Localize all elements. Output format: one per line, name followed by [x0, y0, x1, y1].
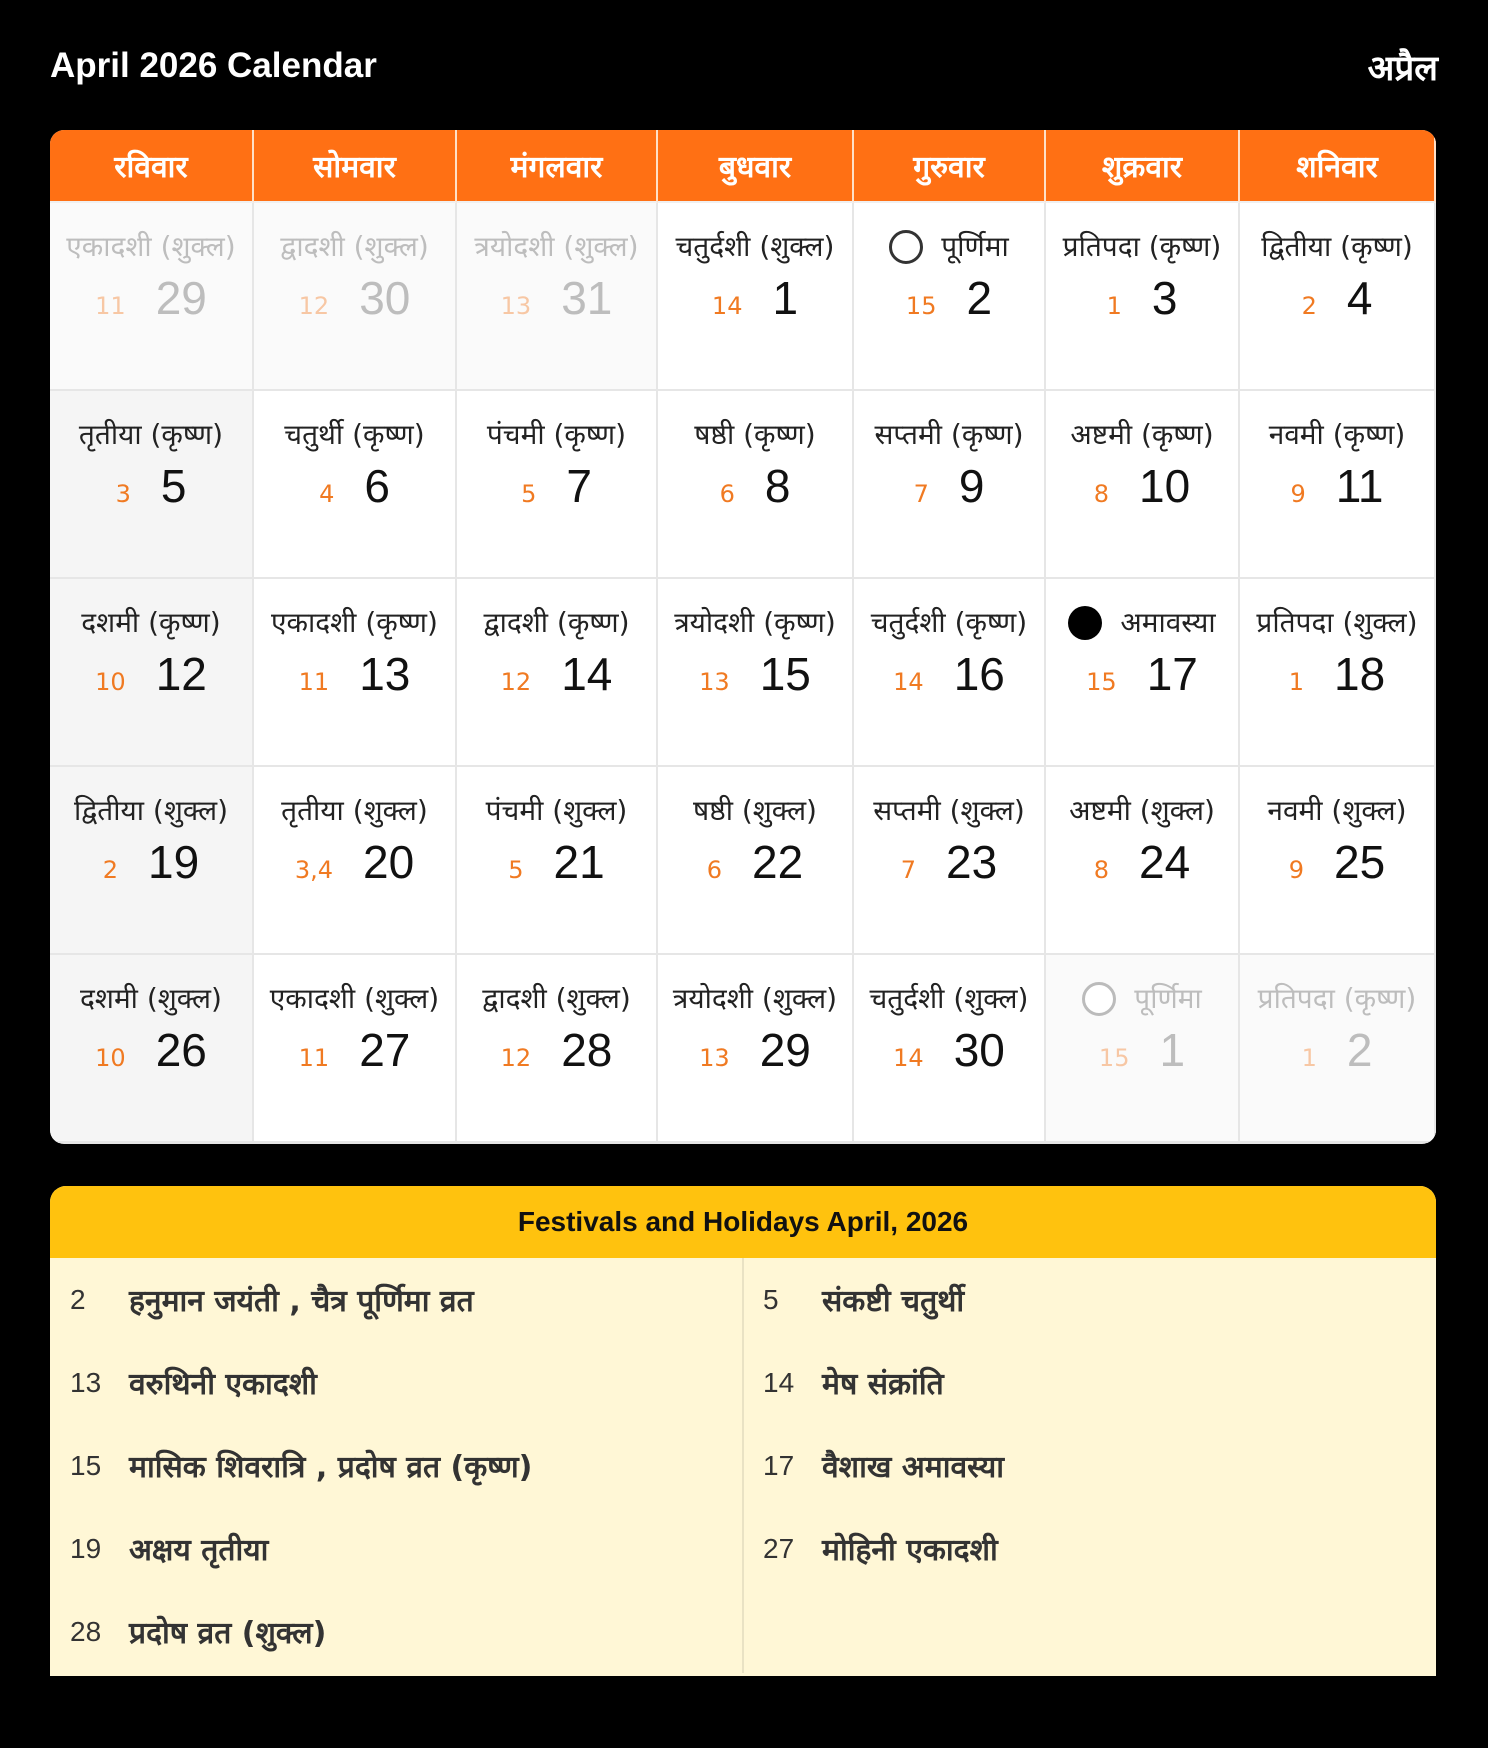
page-title: April 2026 Calendar	[50, 46, 377, 85]
date-number: 28	[561, 1024, 613, 1076]
date-number: 22	[752, 836, 804, 888]
day-cell[interactable]	[50, 579, 254, 767]
tithi-number: 13	[699, 668, 730, 696]
date-number: 30	[359, 272, 411, 324]
tithi-text: प्रतिपदा (कृष्ण)	[1062, 230, 1222, 263]
tithi-number: 15	[905, 292, 937, 320]
date-number: 25	[1334, 836, 1386, 888]
tithi-text: सप्तमी (कृष्ण)	[874, 418, 1024, 451]
day-cell[interactable]	[457, 203, 658, 391]
day-cell[interactable]	[658, 955, 854, 1143]
festival-day: 19	[70, 1532, 102, 1564]
weekday-header: शनिवार	[1240, 130, 1436, 203]
tithi-text: त्रयोदशी (शुक्ल)	[672, 982, 838, 1015]
day-cell[interactable]	[658, 203, 854, 391]
tithi-number: 14	[711, 292, 743, 320]
tithi-number: 2	[1301, 292, 1317, 320]
festival-day: 28	[70, 1615, 102, 1647]
festival-item[interactable]	[50, 1590, 743, 1673]
day-cell[interactable]	[457, 391, 658, 579]
tithi-number: 6	[706, 856, 723, 884]
tithi-label	[271, 601, 438, 645]
day-cell[interactable]	[50, 391, 254, 579]
full-moon-icon	[1082, 982, 1116, 1016]
date-number: 2	[966, 272, 993, 324]
tithi-text: दशमी (शुक्ल)	[80, 982, 222, 1015]
festival-day: 17	[763, 1449, 795, 1481]
tithi-number: 7	[900, 856, 917, 884]
tithi-number: 3,4	[294, 856, 333, 884]
tithi-text: अष्टमी (कृष्ण)	[1070, 418, 1214, 451]
date-number: 19	[148, 836, 200, 888]
day-cell[interactable]	[854, 955, 1046, 1143]
date-number: 15	[759, 648, 811, 700]
date-number: 24	[1139, 836, 1191, 888]
new-moon-icon	[1068, 606, 1102, 640]
festival-item[interactable]	[50, 1424, 743, 1507]
tithi-number: 10	[95, 1044, 126, 1072]
tithi-label	[1267, 789, 1406, 833]
date-number: 5	[160, 460, 187, 512]
date-number: 11	[1335, 460, 1384, 512]
day-cell[interactable]	[854, 203, 1046, 391]
tithi-label	[1070, 413, 1213, 457]
festival-item[interactable]	[743, 1424, 1436, 1507]
day-cell[interactable]	[254, 391, 457, 579]
tithi-number: 2	[102, 856, 119, 884]
tithi-label	[80, 977, 222, 1021]
date-number: 30	[953, 1024, 1005, 1076]
date-number: 6	[364, 460, 390, 512]
tithi-label	[1069, 789, 1215, 833]
weekday-header: बुधवार	[658, 130, 854, 203]
festival-item[interactable]	[50, 1507, 743, 1590]
tithi-text: प्रतिपदा (कृष्ण)	[1257, 982, 1417, 1015]
tithi-number: 3	[115, 480, 131, 508]
tithi-label	[694, 413, 815, 457]
date-number: 12	[155, 648, 207, 700]
tithi-label	[270, 977, 439, 1021]
day-cell[interactable]	[658, 767, 854, 955]
day-cell[interactable]	[1046, 955, 1240, 1143]
date-number: 10	[1139, 460, 1191, 512]
tithi-label	[66, 225, 235, 269]
tithi-text: द्वितीया (शुक्ल)	[73, 794, 229, 827]
festival-name: मेष संक्रांति	[822, 1367, 944, 1402]
tithi-text: चतुर्दशी (शुक्ल)	[675, 230, 835, 263]
tithi-number: 14	[893, 1044, 924, 1072]
date-number: 26	[155, 1024, 207, 1076]
tithi-number: 10	[95, 668, 126, 696]
festival-name: हनुमान जयंती , चैत्र पूर्णिमा व्रत	[129, 1284, 474, 1319]
tithi-label	[674, 601, 836, 645]
tithi-label	[474, 225, 638, 269]
day-cell[interactable]	[50, 767, 254, 955]
day-cell[interactable]	[254, 203, 457, 391]
day-cell[interactable]	[1240, 767, 1436, 955]
festival-item[interactable]	[743, 1258, 1436, 1341]
day-cell[interactable]	[254, 579, 457, 767]
day-cell[interactable]	[254, 767, 457, 955]
tithi-label	[1256, 601, 1417, 645]
tithi-label	[889, 225, 1008, 269]
tithi-label	[486, 789, 628, 833]
weekday-header: रविवार	[50, 130, 254, 203]
tithi-number: 1	[1301, 1044, 1317, 1072]
date-number: 2	[1346, 1024, 1373, 1076]
month-calendar-grid	[50, 130, 1436, 1144]
date-number: 7	[566, 460, 592, 512]
date-number: 21	[553, 836, 605, 888]
date-number: 1	[772, 272, 799, 324]
tithi-text: तृतीया (कृष्ण)	[78, 418, 224, 451]
tithi-text: द्वादशी (कृष्ण)	[483, 606, 630, 639]
day-cell[interactable]	[1240, 203, 1436, 391]
date-number: 4	[1346, 272, 1373, 324]
tithi-number: 12	[298, 292, 330, 320]
tithi-text: नवमी (कृष्ण)	[1268, 418, 1406, 451]
day-cell[interactable]	[1240, 391, 1436, 579]
tithi-label	[1261, 225, 1413, 269]
festivals-header: Festivals and Holidays April, 2026	[50, 1186, 1436, 1258]
day-cell[interactable]	[254, 955, 457, 1143]
tithi-number: 4	[319, 480, 335, 508]
festival-name: प्रदोष व्रत (शुक्ल)	[129, 1616, 327, 1651]
tithi-number: 13	[500, 292, 532, 320]
tithi-label	[1063, 225, 1222, 269]
tithi-text: एकादशी (शुक्ल)	[269, 982, 440, 1015]
tithi-label	[1269, 413, 1406, 457]
date-number: 8	[764, 460, 791, 512]
tithi-label	[873, 789, 1025, 833]
festival-day: 2	[70, 1283, 86, 1315]
tithi-number: 15	[1098, 1044, 1130, 1072]
tithi-text: एकादशी (शुक्ल)	[66, 230, 236, 263]
tithi-label	[676, 225, 835, 269]
tithi-text: चतुर्थी (कृष्ण)	[284, 418, 425, 451]
tithi-label	[284, 413, 424, 457]
day-cell[interactable]	[1046, 203, 1240, 391]
tithi-number: 11	[298, 1044, 330, 1072]
day-cell[interactable]	[854, 579, 1046, 767]
tithi-label	[1068, 601, 1215, 645]
tithi-number: 13	[699, 1044, 730, 1072]
tithi-text: एकादशी (कृष्ण)	[271, 606, 438, 639]
tithi-text: प्रतिपदा (शुक्ल)	[1256, 606, 1418, 639]
day-cell[interactable]	[854, 391, 1046, 579]
tithi-text: पंचमी (कृष्ण)	[486, 418, 627, 451]
festival-name: संकष्टी चतुर्थी	[822, 1284, 965, 1319]
full-moon-icon	[889, 230, 923, 264]
day-cell[interactable]	[457, 767, 658, 955]
festivals-panel	[50, 1186, 1436, 1676]
date-number: 3	[1151, 272, 1178, 324]
date-number: 29	[759, 1024, 811, 1076]
hindi-month-name: अप्रैल	[1367, 49, 1438, 89]
tithi-number: 1	[1106, 292, 1122, 320]
festival-day: 27	[763, 1532, 795, 1564]
tithi-text: चतुर्दशी (कृष्ण)	[870, 606, 1028, 639]
tithi-text: द्वादशी (शुक्ल)	[482, 982, 631, 1015]
festival-day: 13	[70, 1366, 102, 1398]
tithi-number: 15	[1086, 668, 1117, 696]
tithi-number: 9	[1288, 856, 1305, 884]
tithi-label	[1082, 977, 1201, 1021]
tithi-text: षष्ठी (शुक्ल)	[693, 794, 817, 827]
tithi-label	[673, 977, 837, 1021]
tithi-text: त्रयोदशी (शुक्ल)	[474, 230, 639, 263]
date-number: 20	[363, 836, 415, 888]
tithi-label	[281, 789, 428, 833]
day-cell[interactable]	[1046, 767, 1240, 955]
tithi-text: पंचमी (शुक्ल)	[485, 794, 628, 827]
tithi-number: 12	[500, 1044, 532, 1072]
date-number: 31	[561, 272, 613, 324]
tithi-number: 9	[1290, 480, 1306, 508]
tithi-number: 7	[913, 480, 929, 508]
tithi-number: 8	[1093, 480, 1110, 508]
tithi-number: 5	[508, 856, 524, 884]
weekday-header: शुक्रवार	[1046, 130, 1240, 203]
date-number: 16	[953, 648, 1005, 700]
tithi-text: त्रयोदशी (कृष्ण)	[674, 606, 836, 639]
date-number: 27	[359, 1024, 411, 1076]
tithi-text: द्वितीया (कृष्ण)	[1261, 230, 1413, 263]
tithi-label	[79, 413, 223, 457]
date-number: 1	[1159, 1024, 1186, 1076]
tithi-label	[74, 789, 228, 833]
tithi-label	[870, 977, 1029, 1021]
festival-name: मासिक शिवरात्रि , प्रदोष व्रत (कृष्ण)	[129, 1450, 533, 1485]
day-cell[interactable]	[854, 767, 1046, 955]
date-number: 29	[155, 272, 207, 324]
weekday-header: सोमवार	[254, 130, 457, 203]
day-cell[interactable]	[1240, 579, 1436, 767]
tithi-number: 11	[95, 292, 126, 320]
day-cell[interactable]	[1046, 391, 1240, 579]
festivals-list	[50, 1258, 1436, 1673]
date-number: 18	[1334, 648, 1386, 700]
tithi-text: द्वादशी (शुक्ल)	[280, 230, 429, 263]
tithi-label	[81, 601, 220, 645]
festival-day: 15	[70, 1449, 102, 1481]
festival-day: 14	[763, 1366, 795, 1398]
day-cell[interactable]	[1046, 579, 1240, 767]
tithi-text: अमावस्या	[1120, 606, 1216, 639]
date-number: 13	[359, 648, 411, 700]
tithi-label	[280, 225, 429, 269]
day-cell[interactable]	[658, 391, 854, 579]
tithi-text: नवमी (शुक्ल)	[1267, 794, 1407, 827]
tithi-label	[693, 789, 817, 833]
day-cell[interactable]	[457, 955, 658, 1143]
tithi-text: पूर्णिमा	[941, 230, 1009, 263]
date-number: 17	[1146, 648, 1198, 700]
tithi-number: 1	[1288, 668, 1305, 696]
tithi-text: तृतीया (शुक्ल)	[281, 794, 428, 827]
weekday-header: गुरुवार	[854, 130, 1046, 203]
day-cell[interactable]	[50, 955, 254, 1143]
tithi-text: चतुर्दशी (शुक्ल)	[869, 982, 1029, 1015]
tithi-label	[871, 601, 1027, 645]
date-number: 23	[946, 836, 998, 888]
tithi-text: सप्तमी (शुक्ल)	[873, 794, 1025, 827]
tithi-number: 5	[521, 480, 537, 508]
festival-item[interactable]	[743, 1341, 1436, 1424]
festival-item[interactable]	[50, 1341, 743, 1424]
tithi-label	[482, 977, 631, 1021]
tithi-text: दशमी (कृष्ण)	[81, 606, 221, 639]
date-number: 9	[958, 460, 985, 512]
tithi-label	[483, 601, 629, 645]
tithi-label	[487, 413, 626, 457]
day-cell[interactable]	[50, 203, 254, 391]
tithi-number: 12	[500, 668, 532, 696]
tithi-text: षष्ठी (कृष्ण)	[694, 418, 816, 451]
festival-name: मोहिनी एकादशी	[822, 1533, 998, 1568]
tithi-label	[1258, 977, 1417, 1021]
festival-day: 5	[763, 1283, 779, 1315]
tithi-text: अष्टमी (शुक्ल)	[1069, 794, 1215, 827]
tithi-number: 8	[1093, 856, 1110, 884]
tithi-number: 6	[719, 480, 735, 508]
tithi-label	[874, 413, 1023, 457]
festival-item[interactable]	[743, 1507, 1436, 1590]
weekday-header: मंगलवार	[457, 130, 658, 203]
festival-name: वरुथिनी एकादशी	[129, 1367, 317, 1402]
tithi-text: पूर्णिमा	[1134, 982, 1202, 1015]
tithi-number: 14	[893, 668, 924, 696]
day-cell[interactable]	[1240, 955, 1436, 1143]
festival-item[interactable]	[50, 1258, 743, 1341]
festival-name: वैशाख अमावस्या	[822, 1450, 1004, 1485]
date-number: 14	[561, 648, 613, 700]
day-cell[interactable]	[658, 579, 854, 767]
festival-name: अक्षय तृतीया	[129, 1533, 269, 1568]
tithi-number: 11	[298, 668, 330, 696]
day-cell[interactable]	[457, 579, 658, 767]
